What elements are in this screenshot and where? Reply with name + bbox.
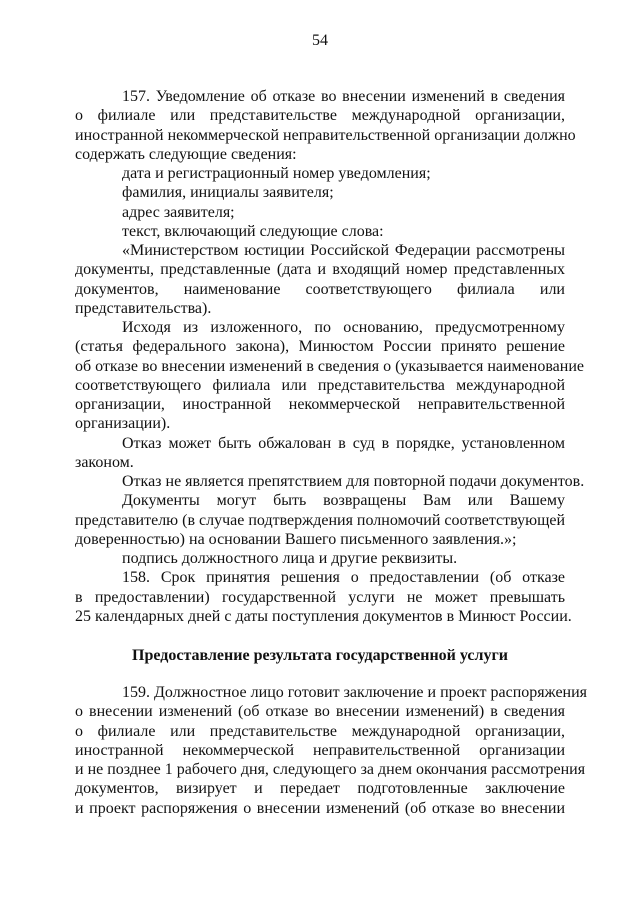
text-line: 157. Уведомление об отказе во внесении изменений в сведения bbox=[122, 88, 565, 105]
text-line: подпись должностного лица и другие реквизиты. bbox=[122, 550, 458, 567]
text-line: представительства). bbox=[75, 299, 212, 317]
text-line: и не позднее 1 рабочего дня, следующего за днем окончания рассмотрения bbox=[75, 761, 586, 778]
text-line: организации). bbox=[75, 415, 171, 433]
text-line: доверенностью) на основании Вашего письменного заявления.»; bbox=[75, 530, 517, 548]
text-line: документов, визирует и передает подготовленные заключение bbox=[75, 780, 565, 798]
paragraph bbox=[75, 568, 572, 626]
text-line: 158. Срок принятия решения о предоставлении (об отказе bbox=[122, 569, 565, 587]
text-line: (статья федерального закона), Минюстом России принято решение bbox=[75, 338, 565, 356]
paragraph bbox=[75, 318, 585, 434]
text-line: документы, представленные (дата и входящий номер представленных bbox=[75, 261, 565, 279]
paragraph bbox=[75, 549, 565, 568]
text-line: Отказ может быть обжалован в суд в порядке, установленном bbox=[122, 434, 565, 452]
text-line: Отказ не является препятствием для повторной подачи документов. bbox=[122, 473, 585, 490]
section-heading: Предоставление результата государственной услуги bbox=[132, 647, 508, 664]
paragraph bbox=[75, 241, 565, 318]
text-line: в предоставлении) государственной услуги не может превышать bbox=[75, 588, 565, 606]
text-line: законом. bbox=[75, 453, 134, 471]
text-line: 25 календарных дней с даты поступления документов в Минюст России. bbox=[75, 607, 572, 625]
page-number: 54 bbox=[312, 32, 328, 49]
text-line: о филиале или представительстве международной организации, bbox=[75, 722, 565, 740]
paragraph bbox=[75, 434, 565, 473]
text-line: и проект распоряжения о внесении изменений (об отказе во внесении bbox=[75, 799, 565, 817]
text-line: «Министерством юстиции Российской Федерации рассмотрены bbox=[122, 242, 565, 259]
paragraph bbox=[75, 203, 565, 222]
text-line: документов, наименование соответствующего филиала или bbox=[75, 280, 565, 298]
text-line: Исходя из изложенного, по основанию, предусмотренному bbox=[122, 319, 565, 336]
text-line: Документы могут быть возвращены Вам или Вашему bbox=[122, 492, 565, 510]
text-line: фамилия, инициалы заявителя; bbox=[122, 184, 334, 202]
text-line: адрес заявителя; bbox=[122, 203, 235, 221]
text-line: о филиале или представительстве международной организации, bbox=[75, 107, 565, 125]
paragraph bbox=[75, 491, 565, 549]
text-line: соответствующего филиала или представительства международной bbox=[75, 376, 565, 394]
text-line: организации, иностранной некоммерческой неправительственной bbox=[75, 396, 565, 413]
paragraph bbox=[75, 87, 576, 164]
paragraph bbox=[75, 183, 565, 202]
paragraph bbox=[75, 222, 565, 241]
text-line: иностранной некоммерческой неправительственной организации bbox=[75, 741, 565, 759]
text-line: иностранной некоммерческой неправительственной организации должно bbox=[75, 126, 576, 144]
paragraph bbox=[75, 472, 585, 491]
text-line: представителю (в случае подтверждения полномочий соответствующей bbox=[75, 511, 566, 529]
text-line: 159. Должностное лицо готовит заключение и проект распоряжения bbox=[122, 684, 588, 701]
text-line: дата и регистрационный номер уведомления; bbox=[122, 165, 431, 182]
paragraph bbox=[75, 164, 565, 183]
text-line: текст, включающий следующие слова: bbox=[122, 222, 384, 240]
text-line: об отказе во внесении изменений в сведения о (указывается наименование bbox=[75, 357, 585, 375]
paragraph bbox=[75, 683, 588, 818]
body-text-section-2 bbox=[75, 683, 588, 818]
text-line: содержать следующие сведения: bbox=[75, 145, 297, 163]
body-text-section-1 bbox=[75, 87, 585, 626]
text-line: о внесении изменений (об отказе во внесении изменений) в сведения bbox=[75, 703, 565, 721]
